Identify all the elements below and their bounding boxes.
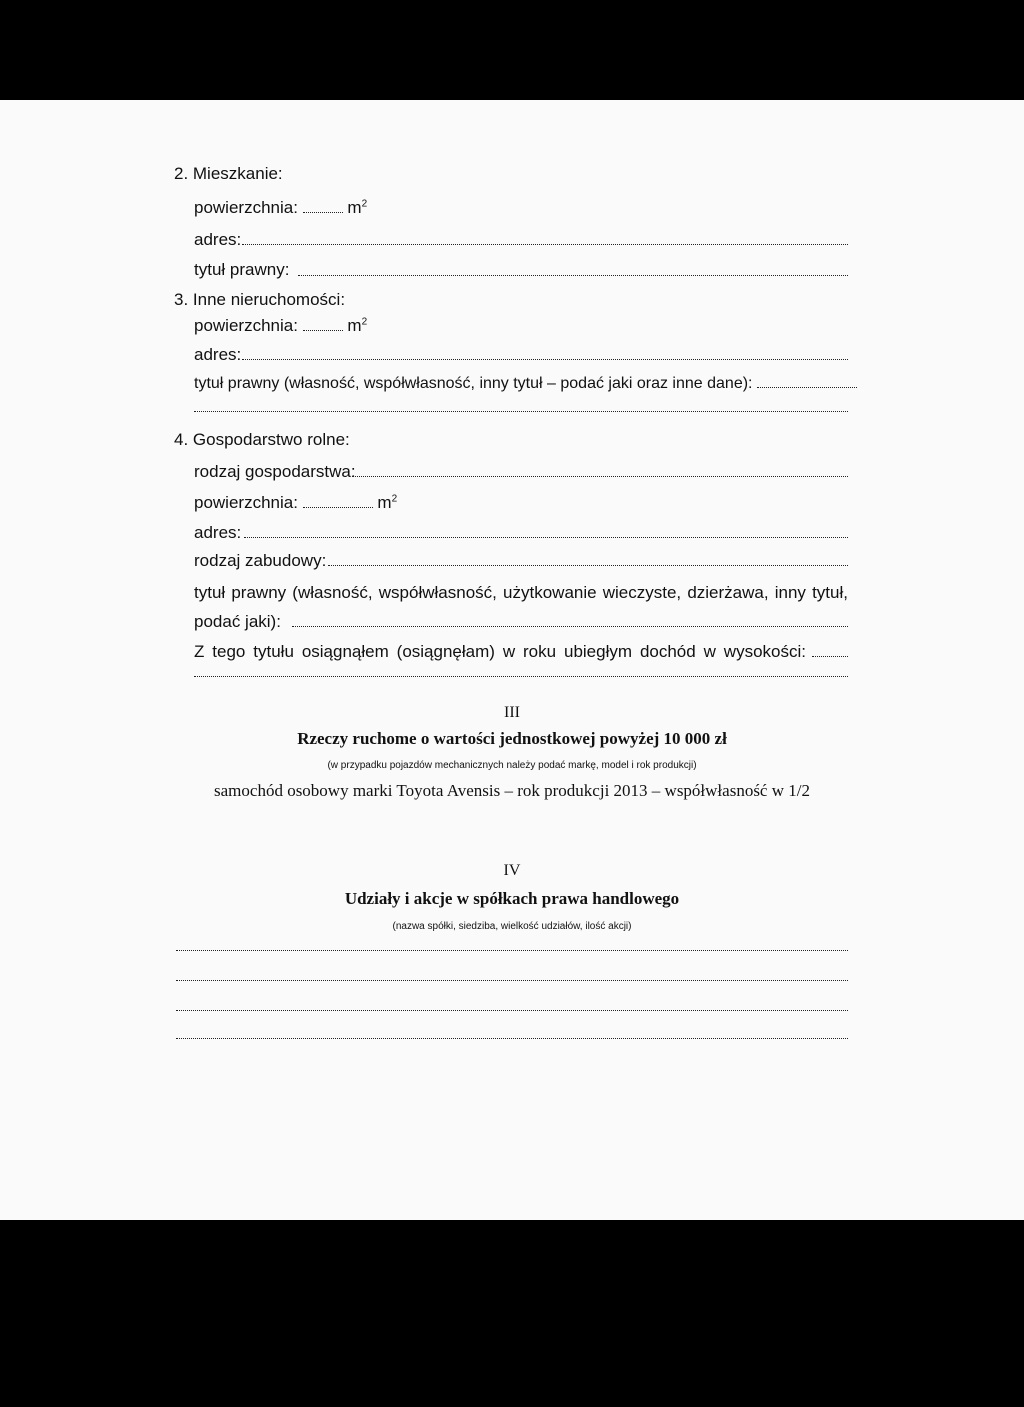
section3-heading: 3. Inne nieruchomości: bbox=[174, 290, 346, 309]
section4-title-line2: podać jaki): bbox=[194, 612, 281, 631]
section-IV-number: IV bbox=[503, 862, 521, 879]
section3-address-blank[interactable] bbox=[242, 359, 848, 360]
section-III-note: (w przypadku pojazdów mechanicznych należy podać markę, model i rok produkcji) bbox=[327, 760, 697, 771]
section3-area bbox=[194, 316, 367, 336]
section4-title-blank[interactable] bbox=[292, 626, 848, 627]
document-page bbox=[0, 100, 1024, 1220]
section4-address-blank[interactable] bbox=[244, 537, 848, 538]
superscript: 2 bbox=[361, 316, 368, 328]
section-IV-note: (nazwa spółki, siedziba, wielkość udziałów, ilość akcji) bbox=[392, 921, 632, 932]
section4-area-label: powierzchnia: bbox=[194, 493, 298, 512]
section3-title-text: tytuł prawny (własność, współwłasność, inny tytuł – podać jaki oraz inne dane): bbox=[194, 375, 753, 392]
section-IV-blank-line[interactable] bbox=[176, 950, 848, 951]
section2-title-label: tytuł prawny: bbox=[194, 260, 290, 279]
section-IV-blank-line[interactable] bbox=[176, 1038, 848, 1039]
section3-area-blank[interactable] bbox=[303, 329, 343, 331]
section-IV-blank-line[interactable] bbox=[176, 980, 848, 981]
section4-heading: 4. Gospodarstwo rolne: bbox=[174, 430, 350, 449]
section4-title-line1: tytuł prawny (własność, współwłasność, użytkowanie wieczyste, dzierżawa, inny tytuł, bbox=[194, 583, 848, 602]
section3-title-blank-2[interactable] bbox=[194, 411, 848, 412]
section4-address-label: adres: bbox=[194, 523, 242, 542]
superscript: 2 bbox=[361, 198, 368, 210]
section4-area-blank[interactable] bbox=[303, 506, 373, 508]
section-III-entry: samochód osobowy marki Toyota Avensis – rok produkcji 2013 – współwłasność w 1/2 bbox=[214, 781, 810, 800]
section-III-number: III bbox=[504, 704, 520, 721]
section3-area-label: powierzchnia: bbox=[194, 316, 298, 335]
section4-income-blank[interactable] bbox=[812, 656, 848, 657]
section4-area-unit: m bbox=[377, 493, 392, 512]
superscript: 2 bbox=[391, 493, 398, 505]
section4-buildings-label: rodzaj zabudowy: bbox=[194, 551, 327, 570]
section4-area bbox=[194, 493, 397, 513]
section-III-title: Rzeczy ruchome o wartości jednostkowej powyżej 10 000 zł bbox=[297, 729, 727, 748]
section3-area-unit: m bbox=[347, 316, 362, 335]
section4-type-label: rodzaj gospodarstwa: bbox=[194, 462, 356, 481]
section4-type-blank[interactable] bbox=[352, 476, 848, 477]
section-IV-blank-line[interactable] bbox=[176, 1010, 848, 1011]
section2-area-blank[interactable] bbox=[303, 211, 343, 213]
section2-area bbox=[194, 198, 367, 218]
section2-title-blank[interactable] bbox=[298, 275, 848, 276]
section4-income-blank-2[interactable] bbox=[194, 676, 848, 677]
section2-address-label: adres: bbox=[194, 230, 242, 249]
section2-area-unit: m bbox=[347, 198, 362, 217]
section-IV-title: Udziały i akcje w spółkach prawa handlowego bbox=[344, 889, 680, 908]
section2-address-blank[interactable] bbox=[242, 244, 848, 245]
section3-title-label bbox=[194, 375, 857, 393]
section2-area-label: powierzchnia: bbox=[194, 198, 298, 217]
section4-buildings-blank[interactable] bbox=[328, 565, 848, 566]
section3-address-label: adres: bbox=[194, 345, 242, 364]
section2-heading: 2. Mieszkanie: bbox=[174, 164, 283, 183]
section4-income-label: Z tego tytułu osiągnąłem (osiągnęłam) w roku ubiegłym dochód w wysokości: bbox=[194, 642, 806, 661]
section3-title-blank[interactable] bbox=[757, 386, 857, 388]
